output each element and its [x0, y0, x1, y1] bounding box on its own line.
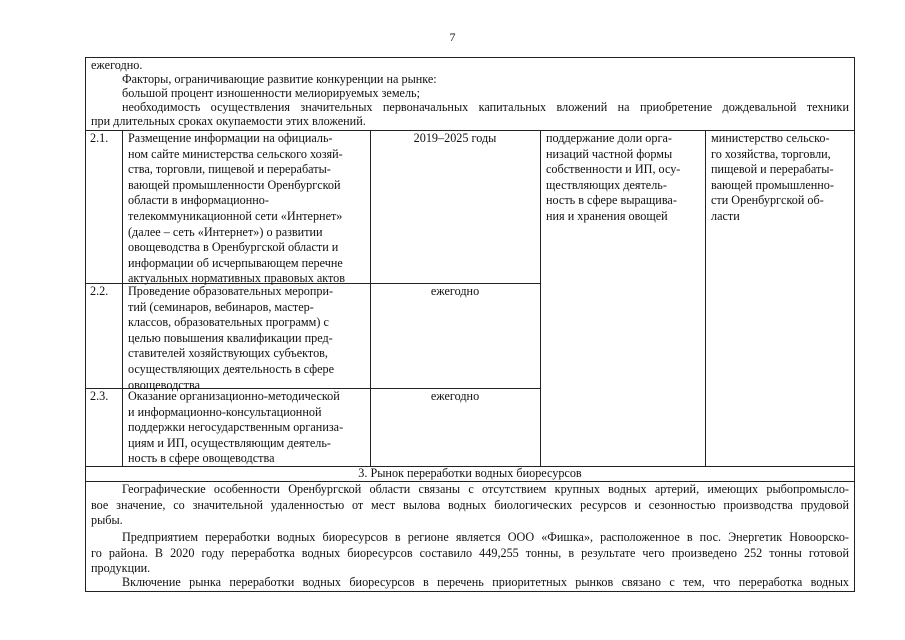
- intro-line-2: Факторы, ограничивающие развитие конкуренции на рынке:: [122, 72, 437, 86]
- table-row-measure: Размещение информации на официаль- ном сайте министерства сельского хозяй- ства, торговли, пищевой и перерабаты- вающей промышленности Оренбургской области в информационно- телекоммуникационной сети «Интернет» (далее – сеть «Интернет») о развитии овощеводства в Оренбургской области и информации об исчерпывающем перечне актуальных нормативных правовых актов: [128, 131, 346, 286]
- table-row-number: 2.1.: [90, 131, 109, 145]
- intro-line-4: необходимость осуществления значительных первоначальных капитальных вложений на приобретение дождевальной техники: [122, 100, 849, 114]
- table-row-term: ежегодно: [430, 284, 480, 298]
- executor-cell: министерство сельско- го хозяйства, торговли, пищевой и перерабаты- вающей промышленно- сти Оренбургской об- ласти: [711, 131, 834, 223]
- table-line: [705, 130, 706, 466]
- section-title: 3. Рынок переработки водных биоресурсов: [358, 466, 582, 480]
- paragraph: Географические особенности Оренбургской области связаны с отсутствием крупных водных артерий, имеющих рыбопромысло- вое значение, со значительной удаленностью от мест вылова водных биологических ресурсов и сезонностью производства прудовой рыбы.: [91, 482, 849, 528]
- intro-line-1: ежегодно.: [91, 58, 143, 72]
- table-row-term: 2019–2025 годы: [413, 131, 497, 145]
- table-row-measure: Проведение образовательных меропри- тий (семинаров, вебинаров, мастер- классов, образовательных программ) с целью повышения квалификации пред- ставителей хозяйствующих субъектов, осуществляющих деятельность в сфере овощеводства: [128, 284, 335, 392]
- table-row-term: ежегодно: [430, 389, 480, 403]
- intro-line-5: при длительных сроках окупаемости этих вложений.: [91, 114, 366, 128]
- intro-line-3: большой процент изношенности мелиорируемых земель;: [122, 86, 420, 100]
- table-line: [85, 591, 855, 592]
- table-row-measure: Оказание организационно-методической и информационно-консультационной поддержки негосударственным организа- циям и ИП, осуществляющим деятель- ность в сфере овощеводства: [128, 389, 344, 466]
- table-line: [122, 130, 123, 466]
- paragraph: Включение рынка переработки водных биоресурсов в перечень приоритетных рынков связано с тем, что переработка водных: [122, 575, 849, 589]
- result-cell: поддержание доли орга- низаций частной формы собственности и ИП, осу- ществляющих деятель- ность в сфере выращива- ния и хранения овощей: [546, 131, 681, 223]
- paragraph: Предприятием переработки водных биоресурсов в регионе является ООО «Фишка», расположенное в пос. Энергетик Новоорско- го района. В 2020 году переработка водных биоресурсов составило 449,255 тонны, в результате чего произведено 252 тонны готовой продукции.: [91, 530, 849, 576]
- table-line: [540, 130, 541, 466]
- table-row-number: 2.3.: [90, 389, 109, 403]
- page-number: 7: [449, 30, 456, 44]
- table-row-number: 2.2.: [90, 284, 109, 298]
